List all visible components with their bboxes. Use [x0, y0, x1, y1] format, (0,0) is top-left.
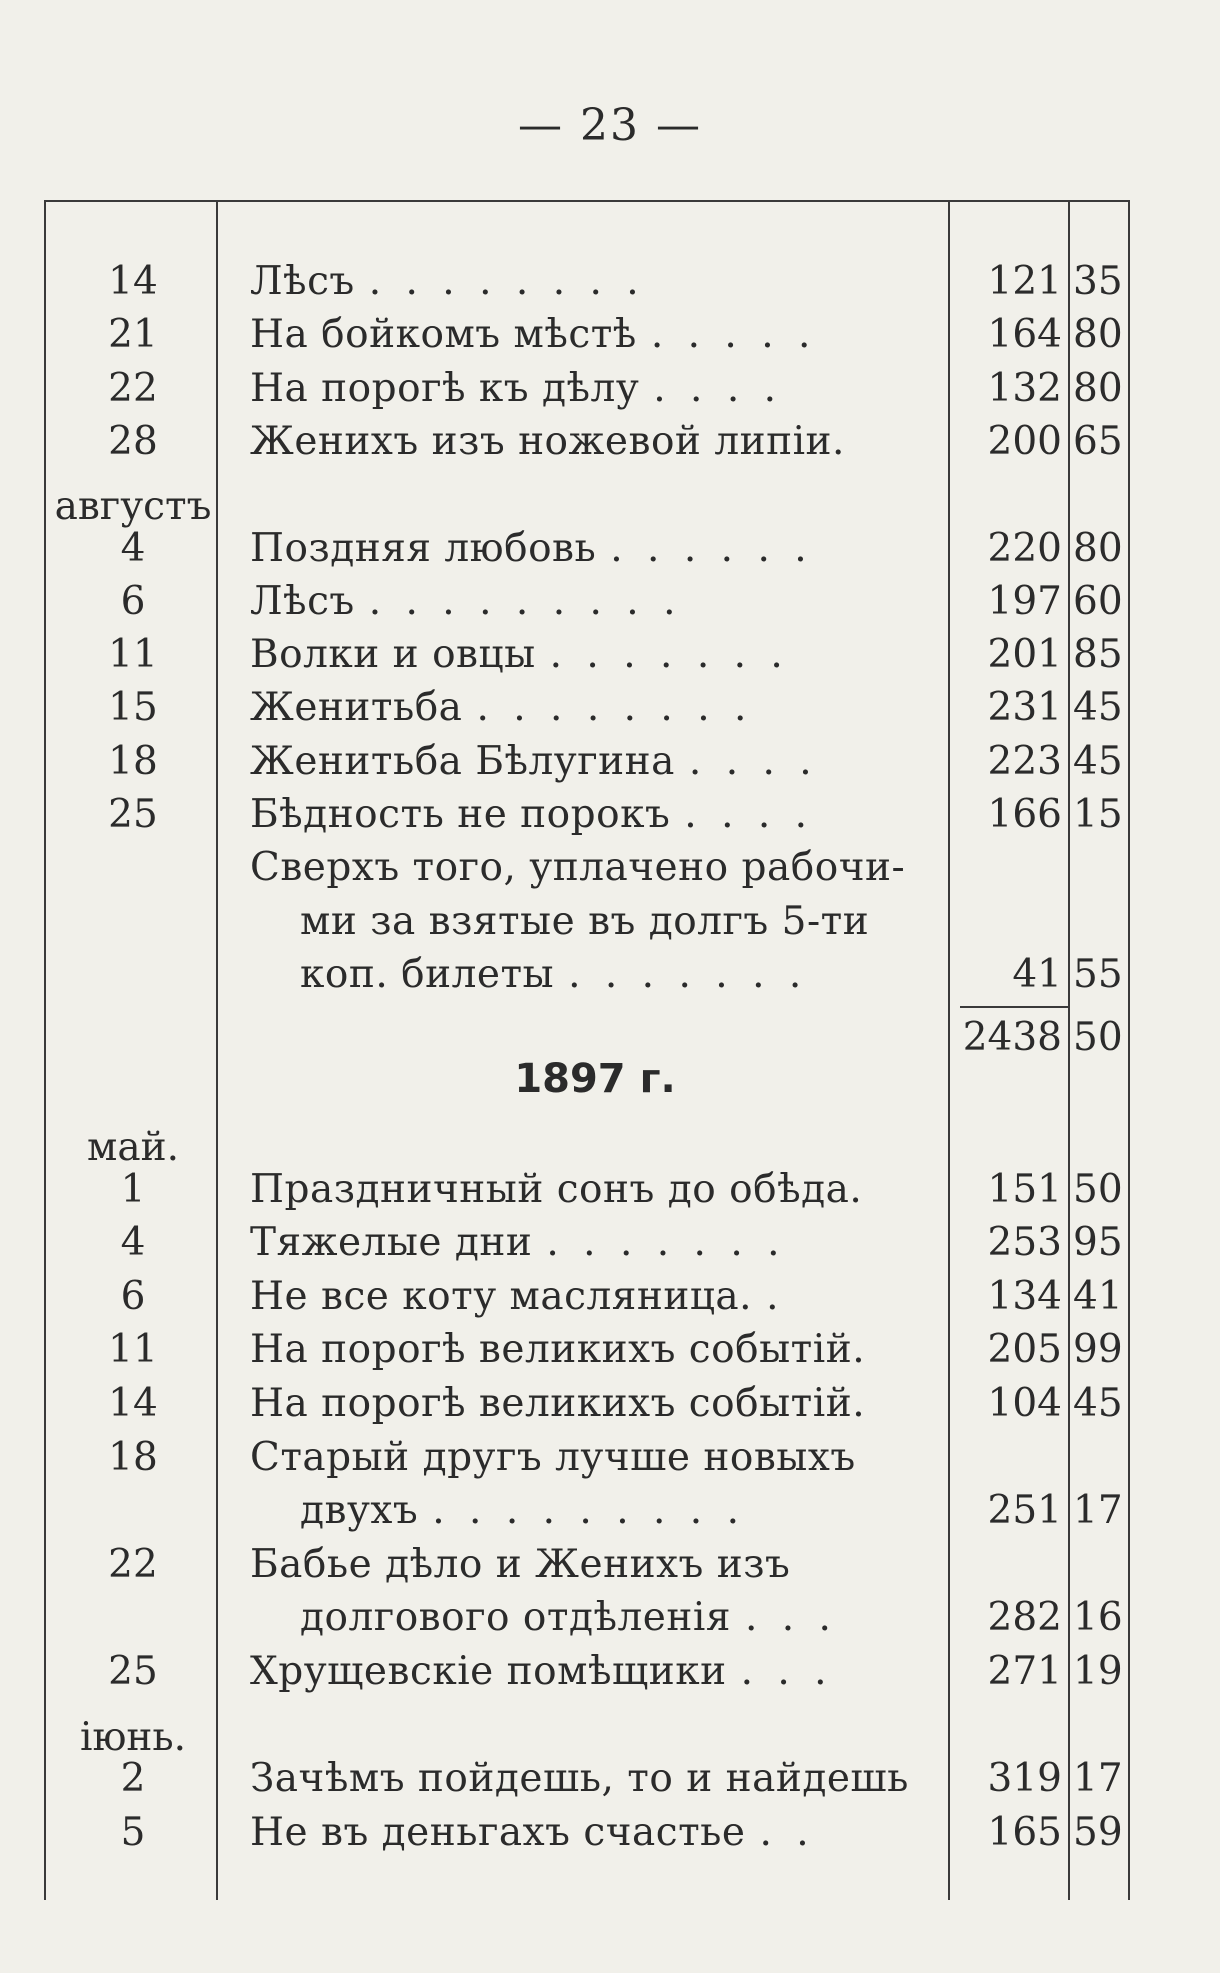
table-row: [0, 789, 1220, 841]
play-title: [250, 1271, 940, 1323]
play-title-text: Бѣдность не порокъ: [250, 792, 671, 837]
performance-date: 11: [108, 1327, 158, 1373]
table-row: [0, 1271, 1220, 1323]
table-row: [0, 256, 1220, 308]
performance-date: 11: [108, 632, 158, 678]
table-row: [0, 1164, 1220, 1216]
performance-date: 22: [108, 1541, 158, 1587]
play-title: [250, 1539, 940, 1591]
month-label-row: [0, 1700, 1220, 1760]
play-title-text: Волки и овцы: [250, 632, 536, 678]
table-row: [0, 1592, 1220, 1644]
amount-rubles: 121: [987, 259, 1062, 304]
performance-date: 5: [120, 1809, 146, 1855]
performance-date: 1: [120, 1166, 146, 1212]
amount-kopecks: 17: [1073, 1488, 1123, 1534]
play-title-text: Лѣсъ: [250, 578, 355, 624]
leader-dots: . . . . . . .: [546, 1220, 786, 1266]
amount-kopecks: 45: [1073, 1381, 1123, 1426]
table-row: [0, 576, 1220, 628]
play-title: [300, 1592, 940, 1644]
table-row: [0, 842, 1220, 894]
play-title: [250, 1164, 940, 1216]
play-title-text: На порогѣ къ дѣлу: [250, 365, 640, 411]
performance-date: 18: [108, 738, 158, 784]
play-title-text: долгового отдѣленія: [300, 1595, 731, 1641]
amount-kopecks: 99: [1073, 1327, 1123, 1373]
leader-dots: . .: [759, 1809, 815, 1855]
play-title-text: Зачѣмъ пойдешь, то и найдешь: [250, 1756, 909, 1802]
table-row: [0, 309, 1220, 361]
play-title: [300, 949, 940, 1001]
amount-kopecks: 60: [1073, 578, 1123, 624]
amount-kopecks: 16: [1073, 1595, 1123, 1641]
table-row: [0, 736, 1220, 788]
play-title: [250, 1432, 940, 1484]
amount-rubles: 271: [987, 1649, 1062, 1694]
leader-dots: . . . . . . . .: [368, 259, 645, 304]
performance-date: 15: [108, 685, 158, 731]
play-title-text: Женихъ изъ ножевой липіи.: [250, 418, 845, 464]
amount-rubles: 134: [987, 1273, 1062, 1319]
play-title-text: Женитьба: [250, 685, 463, 731]
leader-dots: . . . . . . . . .: [368, 578, 682, 624]
play-title-text: Поздняя любовь: [250, 525, 597, 571]
leader-dots: . . . . . . . .: [476, 685, 753, 731]
performance-date: 2: [120, 1756, 146, 1802]
play-title-text: Старый другъ лучше новыхъ: [250, 1434, 856, 1480]
performance-date: 25: [108, 1649, 158, 1694]
amount-kopecks: 80: [1073, 365, 1123, 411]
amount-rubles: 220: [987, 525, 1062, 571]
amount-rubles: 223: [987, 738, 1062, 784]
amount-kopecks: 59: [1073, 1809, 1123, 1855]
month-label: іюнь.: [79, 1714, 187, 1760]
performance-date: 22: [108, 365, 158, 411]
amount-rubles: 200: [987, 418, 1062, 464]
play-title: [250, 1807, 940, 1859]
amount-rubles: 104: [987, 1381, 1062, 1426]
play-title-text: коп. билеты: [300, 951, 555, 997]
performance-date: 18: [108, 1434, 158, 1480]
table-row: [0, 1378, 1220, 1430]
table-row: [0, 523, 1220, 575]
amount-rubles: 41: [1012, 951, 1062, 997]
amount-kopecks: 65: [1073, 418, 1123, 464]
leader-dots: . . . .: [653, 365, 783, 411]
performance-date: 14: [108, 1381, 158, 1426]
performance-date: 6: [120, 578, 146, 624]
amount-kopecks: 50: [1073, 1166, 1123, 1212]
table-row: [0, 949, 1220, 1001]
amount-kopecks: 95: [1073, 1220, 1123, 1266]
performance-date: 4: [120, 525, 146, 571]
amount-rubles: 205: [987, 1327, 1062, 1373]
play-title-text: Не въ деньгахъ счастье: [250, 1809, 746, 1855]
play-title: [250, 629, 940, 681]
amount-rubles: 319: [987, 1756, 1062, 1802]
amount-kopecks: 85: [1073, 632, 1123, 678]
play-title-text: На порогѣ великихъ событій.: [250, 1327, 866, 1373]
play-title-text: двухъ: [300, 1488, 419, 1534]
table-row: [0, 1753, 1220, 1805]
play-title: [250, 1646, 940, 1698]
leader-dots: . . . . . . .: [549, 632, 789, 678]
table-row: [0, 1485, 1220, 1537]
play-title-text: Праздничный сонъ до обѣда.: [250, 1166, 863, 1212]
leader-dots: . . . . . . . . .: [432, 1488, 745, 1534]
amount-kopecks: 80: [1073, 312, 1123, 358]
table-row: [0, 1807, 1220, 1859]
play-title: [250, 1753, 940, 1805]
play-title-text: Хрущевскіе помѣщики: [250, 1649, 727, 1694]
play-title-text: Тяжелые дни: [250, 1220, 533, 1266]
table-row: [0, 1324, 1220, 1376]
amount-kopecks: 45: [1073, 738, 1123, 784]
amount-rubles: 165: [987, 1809, 1062, 1855]
play-title: [250, 309, 940, 361]
amount-kopecks: 41: [1073, 1273, 1123, 1319]
amount-rubles: 166: [987, 792, 1062, 837]
play-title: [250, 256, 940, 308]
month-label: августъ: [54, 484, 212, 530]
table-row: [0, 1539, 1220, 1591]
leader-dots: . . . . . .: [610, 525, 813, 571]
amount-kopecks: 17: [1073, 1756, 1123, 1802]
amount-kopecks: 45: [1073, 685, 1123, 731]
play-title-text: Женитьба Бѣлугина: [250, 738, 675, 784]
play-title: [250, 789, 940, 841]
table-row: [0, 896, 1220, 948]
year-heading: 1897 г.: [514, 1056, 676, 1102]
play-title: [300, 896, 940, 948]
leader-dots: . . .: [744, 1595, 837, 1641]
play-title-text: Не все коту масляница.: [250, 1273, 753, 1319]
play-title: [300, 1485, 940, 1537]
play-title: [250, 1378, 940, 1430]
month-label: май.: [87, 1125, 179, 1170]
leader-dots: . . . . .: [650, 312, 817, 358]
amount-kopecks: 80: [1073, 525, 1123, 571]
month-label-row: [0, 1110, 1220, 1170]
play-title: [250, 842, 940, 894]
leader-dots: . . . .: [684, 792, 814, 837]
table-row: [0, 1646, 1220, 1698]
table-row: [0, 629, 1220, 681]
play-title-text: ми за взятые въ долгъ 5-ти: [300, 898, 870, 944]
amount-kopecks: 55: [1073, 951, 1123, 997]
amount-rubles: 282: [987, 1595, 1062, 1641]
amount-rubles: 132: [987, 365, 1062, 411]
amount-rubles: 151: [987, 1166, 1062, 1212]
table-row: [0, 416, 1220, 468]
performance-date: 14: [108, 259, 158, 304]
page-number: — 23 —: [518, 100, 702, 151]
play-title-text: Бабье дѣло и Женихъ изъ: [250, 1541, 791, 1587]
play-title: [250, 576, 940, 628]
total-kopecks: 50: [1073, 1015, 1123, 1060]
performance-date: 25: [108, 792, 158, 837]
amount-kopecks: 15: [1073, 792, 1123, 837]
performance-date: 28: [108, 418, 158, 464]
amount-kopecks: 35: [1073, 259, 1123, 304]
amount-rubles: 253: [987, 1220, 1062, 1266]
amount-rubles: 164: [987, 312, 1062, 358]
performance-date: 21: [108, 312, 158, 358]
performance-date: 6: [120, 1273, 146, 1319]
table-top-rule: [45, 200, 1130, 202]
subtotal-rule: [960, 1006, 1070, 1008]
amount-kopecks: 19: [1073, 1649, 1123, 1694]
leader-dots: .: [766, 1273, 785, 1319]
amount-rubles: 201: [987, 632, 1062, 678]
play-title-text: Сверхъ того, уплачено рабочи-: [250, 845, 906, 891]
play-title: [250, 363, 940, 415]
play-title: [250, 523, 940, 575]
table-row: [0, 1432, 1220, 1484]
amount-rubles: 231: [987, 685, 1062, 731]
amount-rubles: 197: [987, 578, 1062, 624]
leader-dots: . . . . . . .: [568, 951, 808, 997]
month-label-row: [0, 469, 1220, 530]
amount-rubles: 251: [987, 1488, 1062, 1534]
play-title: [250, 682, 940, 734]
leader-dots: . . .: [740, 1649, 833, 1694]
performance-date: 4: [120, 1220, 146, 1266]
play-title-text: Лѣсъ: [250, 259, 355, 304]
table-row: [0, 682, 1220, 734]
play-title: [250, 1324, 940, 1376]
play-title: [250, 416, 940, 468]
play-title: [250, 1217, 940, 1269]
table-row: [0, 363, 1220, 415]
total-rubles: 2438: [962, 1015, 1062, 1060]
play-title-text: На порогѣ великихъ событій.: [250, 1381, 866, 1426]
play-title: [250, 736, 940, 788]
play-title-text: На бойкомъ мѣстѣ: [250, 312, 637, 358]
table-row: [0, 1217, 1220, 1269]
leader-dots: . . . .: [688, 738, 818, 784]
